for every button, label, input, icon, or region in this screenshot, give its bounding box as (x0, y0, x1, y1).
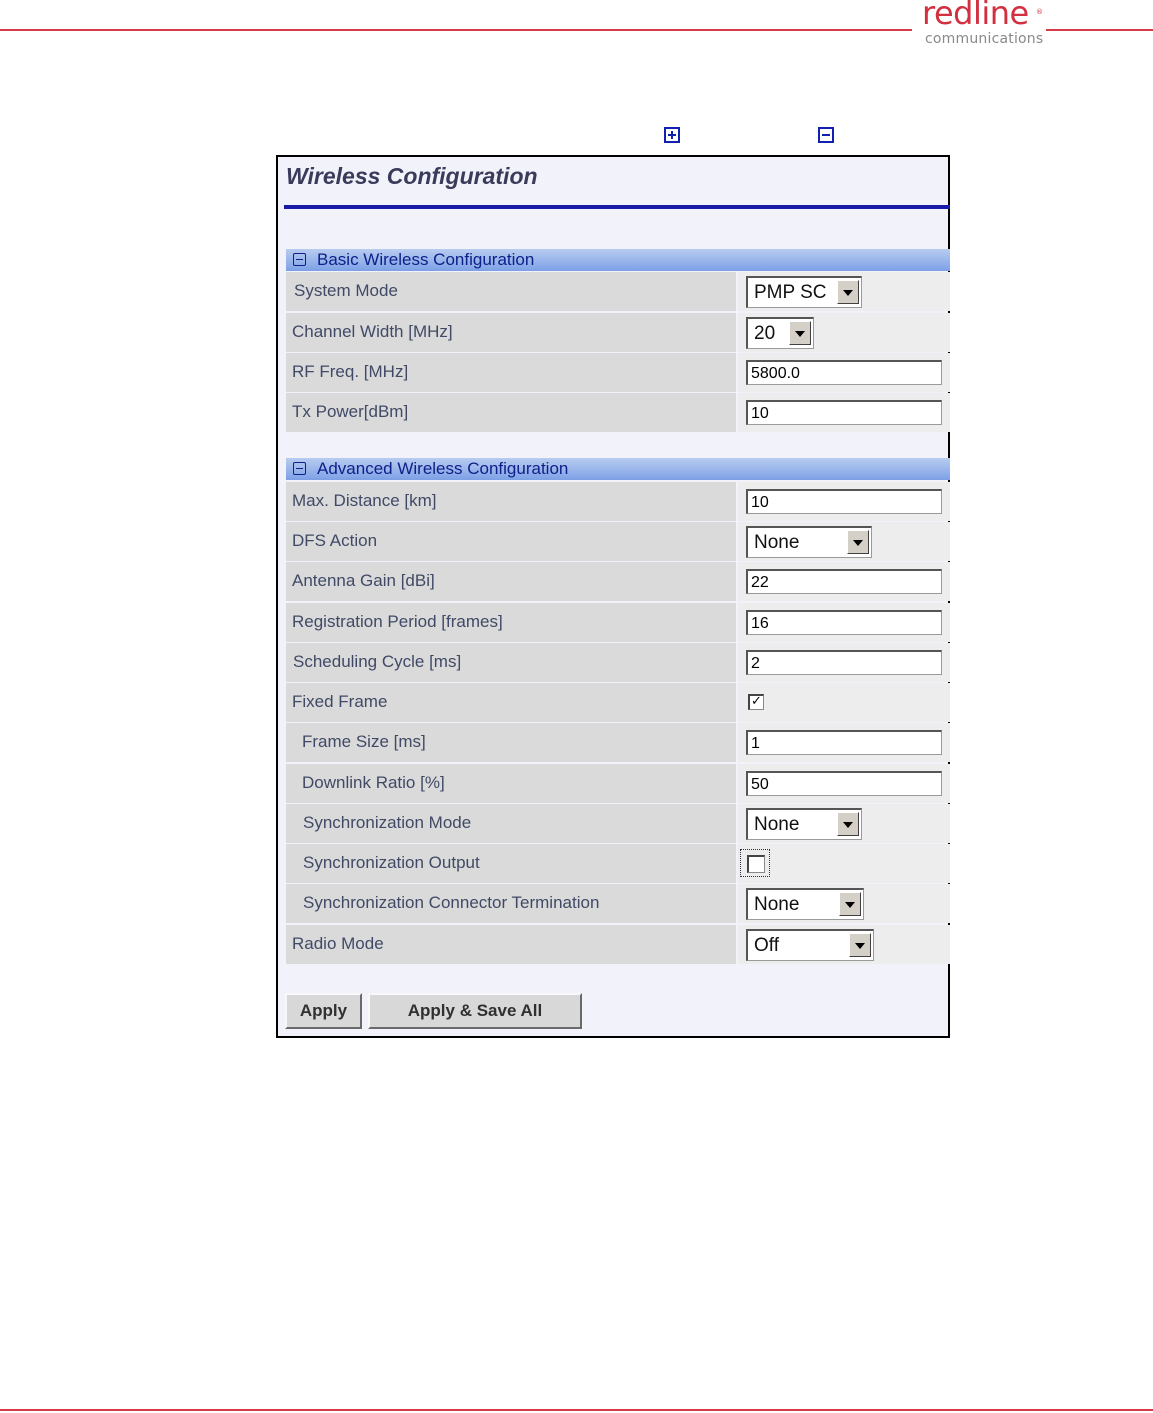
field-label: RF Freq. [MHz] (292, 362, 409, 381)
row-registration-period (286, 603, 950, 643)
checkbox-focus-ring (740, 849, 770, 877)
chevron-down-icon[interactable] (847, 530, 869, 554)
row-max-distance (286, 482, 950, 522)
fixed-frame-checkbox[interactable]: ✓ (748, 694, 764, 710)
chevron-down-icon[interactable] (839, 892, 861, 916)
field-label: Registration Period [frames] (292, 612, 503, 631)
chevron-down-icon[interactable] (837, 812, 859, 836)
rf-freq-input[interactable]: 5800.0 (746, 360, 942, 385)
field-label: Downlink Ratio [%] (302, 773, 445, 792)
footer-rule (0, 1409, 1153, 1411)
row-scheduling-cycle (286, 643, 950, 683)
field-label: Antenna Gain [dBi] (292, 571, 435, 590)
synchronization-mode-select[interactable] (746, 808, 862, 840)
field-label: DFS Action (292, 531, 378, 550)
row-system-mode (286, 272, 950, 312)
page-title: Wireless Configuration (286, 163, 538, 189)
apply-button[interactable]: Apply (285, 993, 362, 1029)
logo-wordmark: redline (922, 0, 1029, 32)
sync-connector-termination-select[interactable] (746, 888, 864, 920)
radio-mode-select[interactable] (746, 929, 874, 961)
wireless-configuration-panel (276, 155, 950, 1038)
select-value: None (754, 894, 800, 915)
field-label: Synchronization Output (303, 853, 480, 872)
logo-registered-mark: ® (1036, 8, 1043, 16)
registration-period-input[interactable]: 16 (746, 610, 942, 635)
field-label: Synchronization Mode (303, 813, 472, 832)
section-header-advanced[interactable] (286, 458, 950, 480)
redline-logo (918, 0, 1046, 50)
frame-size-input[interactable]: 1 (746, 730, 942, 755)
field-label: Radio Mode (292, 934, 384, 953)
chevron-down-icon[interactable] (789, 321, 811, 345)
select-value: PMP SC (754, 282, 827, 303)
chevron-down-icon[interactable] (837, 280, 859, 304)
row-rf-freq (286, 353, 950, 393)
row-synchronization-mode (286, 804, 950, 844)
channel-width-select[interactable] (746, 317, 814, 349)
synchronization-output-checkbox[interactable] (747, 855, 765, 873)
tx-power-input[interactable]: 10 (746, 400, 942, 425)
select-value: Off (754, 935, 779, 956)
row-tx-power (286, 393, 950, 433)
collapse-icon[interactable] (293, 253, 306, 266)
section-title: Advanced Wireless Configuration (317, 459, 569, 478)
field-label: Synchronization Connector Termination (303, 893, 600, 912)
row-fixed-frame (286, 683, 950, 723)
section-header-basic[interactable] (286, 249, 950, 271)
field-label: Frame Size [ms] (302, 732, 426, 751)
select-value: None (754, 814, 800, 835)
field-label: Channel Width [MHz] (292, 322, 453, 341)
field-label: Scheduling Cycle [ms] (293, 652, 462, 671)
system-mode-select[interactable] (746, 276, 862, 308)
section-title: Basic Wireless Configuration (317, 250, 535, 269)
scheduling-cycle-input[interactable]: 2 (746, 650, 942, 675)
row-sync-connector-termination (286, 884, 950, 924)
header-rule-left (0, 29, 912, 31)
expand-plus-icon (664, 127, 680, 143)
dfs-action-select[interactable] (746, 526, 872, 558)
max-distance-input[interactable]: 10 (746, 489, 942, 514)
row-downlink-ratio (286, 764, 950, 804)
field-label: System Mode (294, 281, 398, 300)
apply-save-all-button[interactable]: Apply & Save All (368, 993, 582, 1029)
select-value: None (754, 532, 800, 553)
chevron-down-icon[interactable] (849, 933, 871, 957)
field-label: Max. Distance [km] (292, 491, 437, 510)
row-frame-size (286, 723, 950, 763)
row-antenna-gain (286, 562, 950, 602)
select-value: 20 (754, 323, 776, 344)
header-rule-right (1046, 29, 1153, 31)
collapse-minus-icon (818, 127, 834, 143)
downlink-ratio-input[interactable]: 50 (746, 771, 942, 796)
title-divider (284, 205, 950, 209)
row-channel-width (286, 313, 950, 353)
field-label: Fixed Frame (292, 692, 388, 711)
field-label: Tx Power[dBm] (292, 402, 409, 421)
row-radio-mode (286, 925, 950, 965)
antenna-gain-input[interactable]: 22 (746, 569, 942, 594)
logo-tagline: communications (925, 31, 1044, 47)
row-dfs-action (286, 522, 950, 562)
collapse-icon[interactable] (293, 462, 306, 475)
row-synchronization-output (286, 844, 950, 884)
